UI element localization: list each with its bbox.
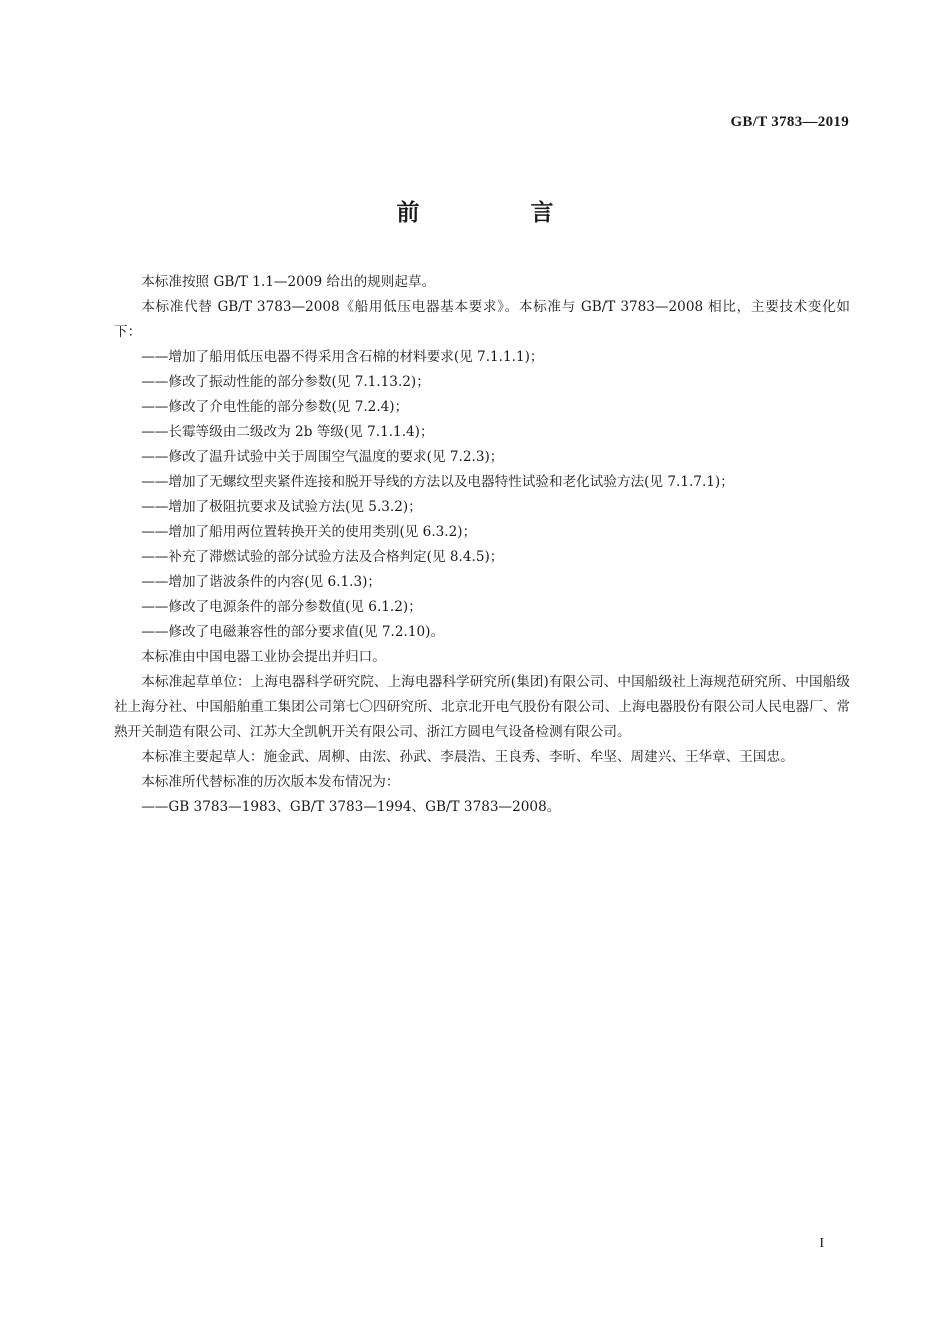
- page-number: I: [819, 1236, 824, 1251]
- version-history-list: [114, 795, 850, 820]
- list-item: ——增加了无螺纹型夹紧件连接和脱开导线的方法以及电器特性试验和老化试验方法(见 7.1.7.1)；: [141, 474, 734, 490]
- list-item: ——长霉等级由二级改为 2b 等级(见 7.1.1.4)；: [141, 424, 434, 440]
- list-item: ——增加了船用两位置转换开关的使用类别(见 6.3.2)；: [141, 524, 477, 540]
- list-item: ——修改了电源条件的部分参数值(见 6.1.2)；: [141, 599, 422, 615]
- foreword-body: [114, 270, 850, 820]
- page-title: 前 言: [396, 200, 598, 226]
- list-item: ——GB 3783—1983、GB/T 3783—1994、GB/T 3783—2008。: [141, 799, 561, 815]
- list-item: ——修改了电磁兼容性的部分要求值(见 7.2.10)。: [141, 624, 445, 640]
- drafting-units-paragraph: 本标准起草单位：上海电器科学研究院、上海电器科学研究所(集团)有限公司、中国船级社上海规范研究所、中国船级社上海分社、中国船舶重工集团公司第七〇四研究所、北京北开电气股份有限公司、上海电器股份有限公司人民电器厂、常熟开关制造有限公司、江苏大全凯帆开关有限公司、浙江方圆电气设备检测有限公司。: [114, 674, 850, 740]
- list-item: ——增加了船用低压电器不得采用含石棉的材料要求(见 7.1.1.1)；: [141, 349, 544, 365]
- standard-code: GB/T 3783—2019: [730, 114, 849, 130]
- proposer-paragraph: 本标准由中国电器工业协会提出并归口。: [141, 649, 386, 665]
- replacement-paragraph: 本标准代替 GB/T 3783—2008《船用低压电器基本要求》。本标准与 GB/T 3783—2008 相比，主要技术变化如下：: [114, 299, 850, 340]
- history-intro-paragraph: 本标准所代替标准的历次版本发布情况为：: [141, 774, 400, 790]
- list-item: ——修改了振动性能的部分参数(见 7.1.13.2)；: [141, 374, 430, 390]
- list-item: ——增加了谐波条件的内容(见 6.1.3)；: [141, 574, 382, 590]
- drafting-rules-paragraph: 本标准按照 GB/T 1.1—2009 给出的规则起草。: [141, 274, 436, 290]
- technical-changes-list: [114, 345, 850, 645]
- list-item: ——增加了极阻抗要求及试验方法(见 5.3.2)；: [141, 499, 422, 515]
- drafters-paragraph: 本标准主要起草人：施金武、周柳、由浤、孙武、李晨浩、王良秀、李昕、牟坚、周建兴、王华章、王国忠。: [141, 749, 794, 765]
- list-item: ——补充了滞燃试验的部分试验方法及合格判定(见 8.4.5)；: [141, 549, 504, 565]
- list-item: ——修改了温升试验中关于周围空气温度的要求(见 7.2.3)；: [141, 449, 504, 465]
- list-item: ——修改了介电性能的部分参数(见 7.2.4)；: [141, 399, 409, 415]
